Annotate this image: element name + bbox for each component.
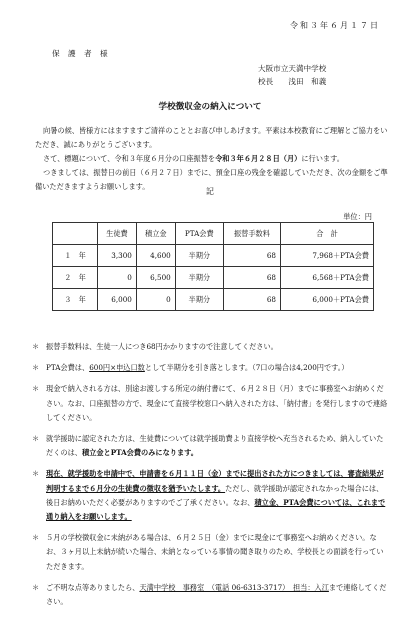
table-cell: 6,500 bbox=[136, 267, 175, 289]
date-paragraph-text: さて、標題について、令和３年度６月分の口座振替を bbox=[43, 154, 216, 163]
asterisk-icon: ＊ bbox=[32, 384, 40, 394]
total-cell: 6,000＋PTA会費 bbox=[281, 289, 374, 311]
table-row bbox=[53, 267, 374, 289]
note-item bbox=[32, 361, 388, 375]
note-text: 現金で納入される方は、別途お渡しする所定の納付書にて、６月２８日（月）までに事務室へお納めください。なお、口座振替の方で、現金にて直接学校窓口へ納入された方は、「納付書」を発行しますので連絡してください。 bbox=[46, 384, 388, 422]
principal-name: 校長 浅田 和義 bbox=[258, 77, 327, 86]
header-cell: 振替手数料 bbox=[223, 223, 280, 245]
note-text: 振替手数料は、生徒一人につき68円かかりますので注意してください。 bbox=[46, 342, 278, 351]
table-cell: 0 bbox=[136, 289, 175, 311]
asterisk-icon: ＊ bbox=[32, 363, 40, 373]
header-cell: PTA会費 bbox=[175, 223, 223, 245]
table-cell: 半期分 bbox=[175, 289, 223, 311]
note-text: ご不明な点等ありましたら、 bbox=[46, 582, 140, 592]
contact-info: 天満中学校 事務室 （電話 06-6313-3717） 担当：入江 bbox=[139, 582, 329, 592]
note-item bbox=[32, 382, 388, 425]
note-emphasis: 積立金、PTA会費については、これまで通り納入をお願いします。 bbox=[46, 497, 386, 522]
table-cell: 半期分 bbox=[175, 245, 223, 267]
note-text: PTA会費は、 bbox=[46, 363, 90, 373]
table-cell: 6,000 bbox=[98, 289, 137, 311]
notes-list bbox=[32, 340, 388, 616]
table-cell: 68 bbox=[223, 289, 280, 311]
table-row bbox=[53, 289, 374, 311]
fee-table bbox=[52, 222, 374, 311]
header-cell: 積立金 bbox=[136, 223, 175, 245]
note-item bbox=[32, 467, 388, 524]
note-text: ５月の学校徴収金に未納がある場合は、６月２５日（金）までに現金にて事務室へお納めください。なお、３ヶ月以上未納が続いた場合、未納となっている事情の聞き取りのため、学校長との面談を行っていただきます。 bbox=[46, 533, 384, 571]
table-cell: 0 bbox=[98, 267, 137, 289]
note-item bbox=[32, 581, 388, 609]
document-title: 学校徴収金の納入について bbox=[158, 102, 262, 112]
school-name: 大阪市立天満中学校 bbox=[258, 64, 327, 73]
note-item bbox=[32, 531, 388, 574]
unit-label: 単位：円 bbox=[343, 212, 372, 221]
note-item bbox=[32, 340, 388, 354]
date-paragraph bbox=[35, 152, 390, 166]
ki-heading: 記 bbox=[206, 187, 214, 196]
header-cell bbox=[53, 223, 98, 245]
asterisk-icon: ＊ bbox=[32, 342, 40, 351]
total-cell: 7,968＋PTA会費 bbox=[281, 245, 374, 267]
note-item bbox=[32, 432, 388, 460]
transfer-date: 令和３年６月２８日（月） bbox=[215, 154, 302, 163]
header-cell: 生徒費 bbox=[98, 223, 137, 245]
header-cell: 合 計 bbox=[281, 223, 374, 245]
table-header-row bbox=[53, 223, 374, 245]
note-text: ただし、就学援助が認定されなかった場合には、後日お納めいただく必要がありますのでご了承ください。なお、 bbox=[46, 483, 384, 507]
table-row bbox=[53, 245, 374, 267]
date-paragraph-end: に行います。 bbox=[301, 154, 344, 163]
request-paragraph: つきましては、振替日の前日（６月２７日）までに、預金口座の残金を確認していただき、次の金額をご準備いただきますようお願いします。 bbox=[35, 168, 388, 191]
note-text: まで連絡してください。 bbox=[46, 582, 387, 607]
total-cell: 6,568＋PTA会費 bbox=[281, 267, 374, 289]
asterisk-icon: ＊ bbox=[32, 469, 40, 479]
note-emphasis: 積立金とPTA会費のみになります。 bbox=[81, 448, 198, 458]
asterisk-icon: ＊ bbox=[32, 533, 40, 543]
note-text: として半期分を引き落とします。（7口の場合は4,200円です。） bbox=[144, 363, 349, 373]
table-cell: 3,300 bbox=[98, 245, 137, 267]
asterisk-icon: ＊ bbox=[32, 582, 40, 592]
sender-block bbox=[258, 62, 326, 88]
table-cell: 68 bbox=[223, 245, 280, 267]
table-cell: 4,600 bbox=[136, 245, 175, 267]
grade-cell: １ 年 bbox=[53, 245, 98, 267]
addressee: 保 護 者 様 bbox=[52, 49, 111, 58]
note-emphasis: 現在、就学援助を申請中で、申請書を６月１１日（金）までに提出された方につきましては、審査結果が判明するまで６月分の生徒費の徴収を猶予いたします。 bbox=[46, 469, 384, 493]
document-date: 令和３年６月１７日 bbox=[290, 21, 380, 30]
note-underlined: 600円×申込口数 bbox=[89, 363, 145, 373]
letter-body bbox=[35, 124, 390, 194]
greeting-paragraph: 向暑の候、皆様方にはますますご清祥のこととお喜び申しあげます。平素は本校教育にご理解とご協力をいただき、誠にありがとうございます。 bbox=[35, 126, 388, 149]
note-text: 就学援助に認定された方は、生徒費については就学援助費より直接学校へ充当されるため、納入していただくのは、 bbox=[46, 434, 384, 458]
table-cell: 半期分 bbox=[175, 267, 223, 289]
asterisk-icon: ＊ bbox=[32, 434, 40, 444]
grade-cell: ２ 年 bbox=[53, 267, 98, 289]
table-cell: 68 bbox=[223, 267, 280, 289]
grade-cell: ３ 年 bbox=[53, 289, 98, 311]
